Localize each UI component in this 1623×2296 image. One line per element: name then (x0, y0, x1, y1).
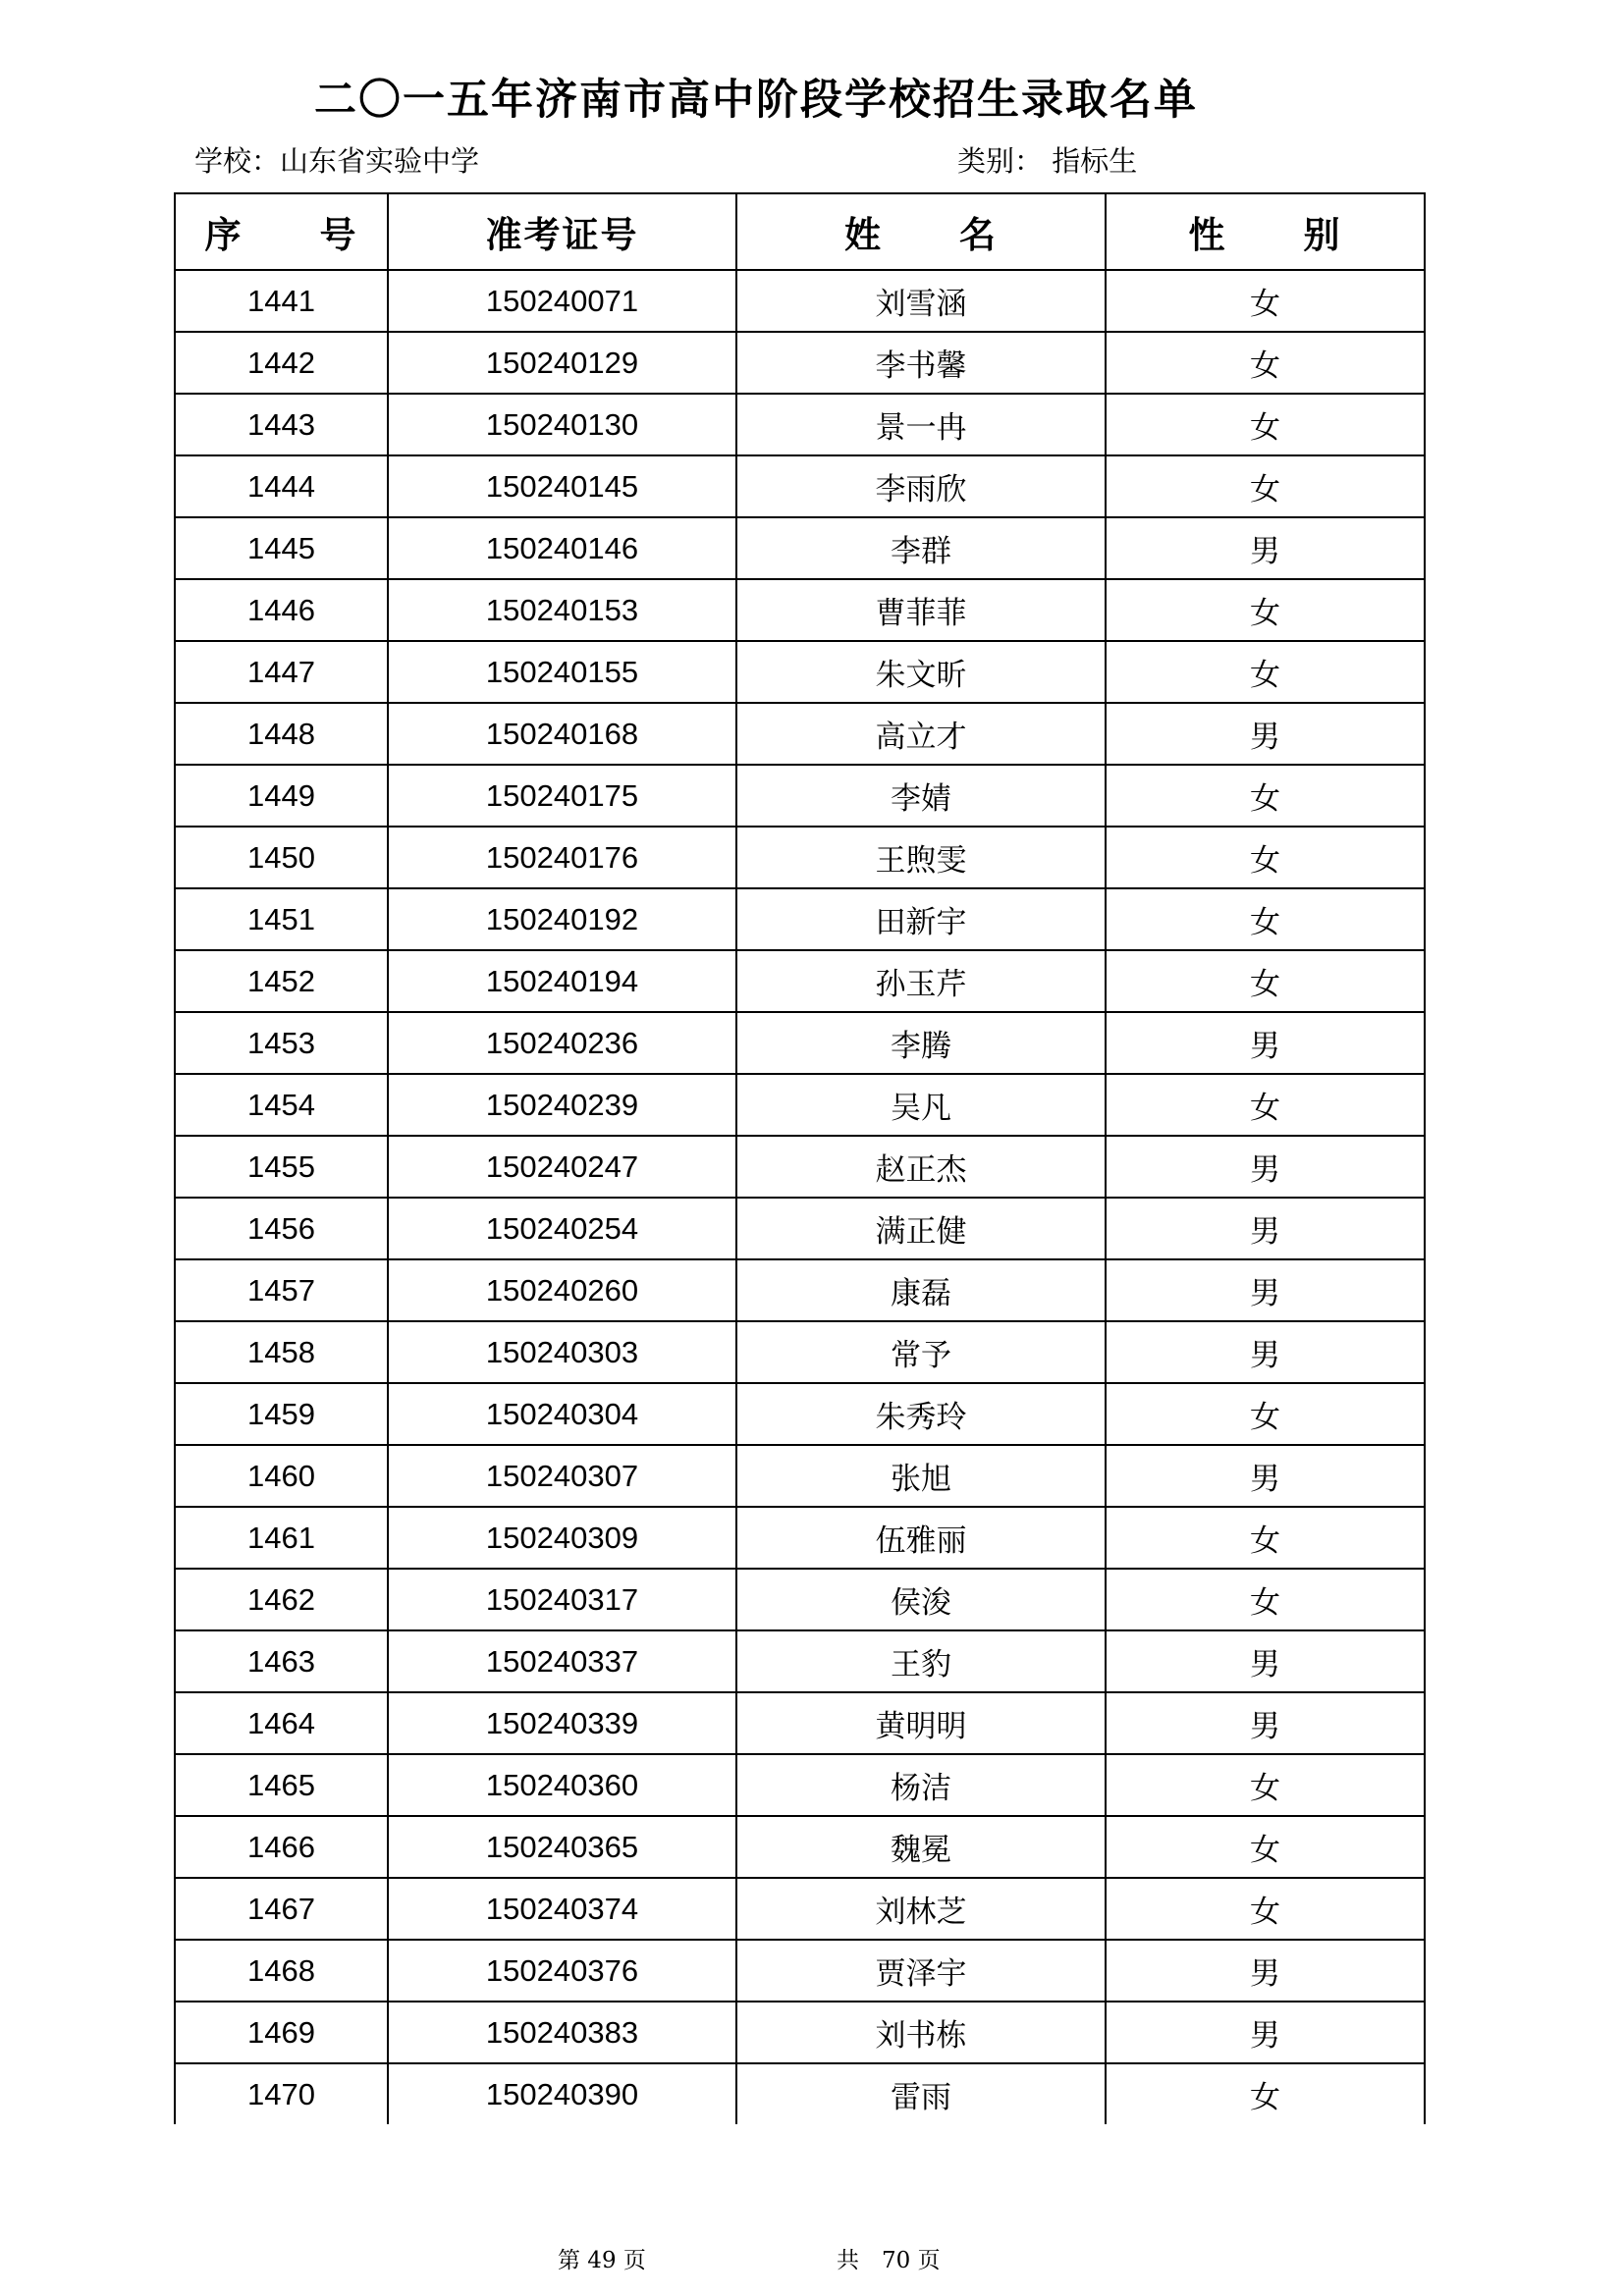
cell-seq: 1457 (175, 1259, 388, 1321)
cell-name: 朱秀玲 (736, 1383, 1106, 1445)
table-row (175, 641, 1425, 703)
table-row (175, 270, 1425, 332)
cell-name: 曹菲菲 (736, 579, 1106, 641)
table-row (175, 950, 1425, 1012)
cell-name: 侯浚 (736, 1569, 1106, 1630)
cell-seq: 1443 (175, 394, 388, 455)
cell-exam-id: 150240155 (388, 641, 736, 703)
admission-table (174, 192, 1426, 2124)
cell-name: 伍雅丽 (736, 1507, 1106, 1569)
cell-name: 杨洁 (736, 1754, 1106, 1816)
cell-seq: 1451 (175, 888, 388, 950)
table-row (175, 1074, 1425, 1136)
cell-name: 张旭 (736, 1445, 1106, 1507)
cell-seq: 1468 (175, 1940, 388, 2002)
cell-exam-id: 150240309 (388, 1507, 736, 1569)
cell-name: 朱文昕 (736, 641, 1106, 703)
table-row (175, 703, 1425, 765)
cell-exam-id: 150240303 (388, 1321, 736, 1383)
cell-gender: 女 (1106, 270, 1425, 332)
cell-gender: 男 (1106, 1198, 1425, 1259)
cell-gender: 男 (1106, 703, 1425, 765)
cell-gender: 男 (1106, 1259, 1425, 1321)
cell-gender: 男 (1106, 517, 1425, 579)
page-total: 共 70 页 (837, 2248, 941, 2273)
cell-exam-id: 150240247 (388, 1136, 736, 1198)
cell-gender: 男 (1106, 2002, 1425, 2063)
cell-gender: 女 (1106, 455, 1425, 517)
table-row (175, 1445, 1425, 1507)
cell-gender: 女 (1106, 2063, 1425, 2124)
table-row (175, 1940, 1425, 2002)
cell-seq: 1462 (175, 1569, 388, 1630)
table-row (175, 1569, 1425, 1630)
cell-gender: 女 (1106, 332, 1425, 394)
cell-gender: 女 (1106, 827, 1425, 888)
table-row (175, 1198, 1425, 1259)
table-row (175, 1754, 1425, 1816)
cell-exam-id: 150240339 (388, 1692, 736, 1754)
cell-exam-id: 150240260 (388, 1259, 736, 1321)
cell-name: 魏冕 (736, 1816, 1106, 1878)
cell-seq: 1452 (175, 950, 388, 1012)
cell-exam-id: 150240360 (388, 1754, 736, 1816)
cell-seq: 1470 (175, 2063, 388, 2124)
cell-name: 李腾 (736, 1012, 1106, 1074)
table-body (175, 270, 1425, 2124)
cell-exam-id: 150240307 (388, 1445, 736, 1507)
cell-gender: 男 (1106, 1940, 1425, 2002)
cell-exam-id: 150240168 (388, 703, 736, 765)
cell-gender: 女 (1106, 579, 1425, 641)
cell-seq: 1454 (175, 1074, 388, 1136)
cell-gender: 男 (1106, 1136, 1425, 1198)
table-row (175, 1321, 1425, 1383)
cell-name: 赵正杰 (736, 1136, 1106, 1198)
cell-name: 李书馨 (736, 332, 1106, 394)
school-label: 学校：山东省实验中学 (194, 144, 480, 178)
cell-seq: 1442 (175, 332, 388, 394)
table-row (175, 1259, 1425, 1321)
cell-gender: 女 (1106, 641, 1425, 703)
cell-name: 刘林芝 (736, 1878, 1106, 1940)
cell-seq: 1446 (175, 579, 388, 641)
table-row (175, 1816, 1425, 1878)
cell-exam-id: 150240239 (388, 1074, 736, 1136)
cell-name: 李雨欣 (736, 455, 1106, 517)
table-row (175, 888, 1425, 950)
cell-seq: 1456 (175, 1198, 388, 1259)
cell-exam-id: 150240390 (388, 2063, 736, 2124)
cell-exam-id: 150240145 (388, 455, 736, 517)
cell-gender: 女 (1106, 1383, 1425, 1445)
cell-name: 景一冉 (736, 394, 1106, 455)
header-seq: 序 号 (175, 193, 388, 270)
cell-gender: 男 (1106, 1445, 1425, 1507)
page-number: 第 49 页 (558, 2248, 646, 2273)
table-row (175, 579, 1425, 641)
cell-seq: 1448 (175, 703, 388, 765)
cell-seq: 1465 (175, 1754, 388, 1816)
cell-name: 黄明明 (736, 1692, 1106, 1754)
cell-seq: 1461 (175, 1507, 388, 1569)
cell-gender: 女 (1106, 765, 1425, 827)
table-header-row (175, 193, 1425, 270)
cell-seq: 1441 (175, 270, 388, 332)
cell-name: 康磊 (736, 1259, 1106, 1321)
cell-exam-id: 150240192 (388, 888, 736, 950)
cell-exam-id: 150240176 (388, 827, 736, 888)
table-row (175, 2002, 1425, 2063)
cell-seq: 1453 (175, 1012, 388, 1074)
cell-gender: 女 (1106, 1507, 1425, 1569)
cell-exam-id: 150240194 (388, 950, 736, 1012)
header-name: 姓 名 (736, 193, 1106, 270)
cell-name: 李群 (736, 517, 1106, 579)
cell-exam-id: 150240071 (388, 270, 736, 332)
table-row (175, 765, 1425, 827)
cell-name: 刘书栋 (736, 2002, 1106, 2063)
cell-gender: 女 (1106, 1074, 1425, 1136)
cell-exam-id: 150240175 (388, 765, 736, 827)
cell-seq: 1458 (175, 1321, 388, 1383)
cell-exam-id: 150240153 (388, 579, 736, 641)
cell-gender: 女 (1106, 1569, 1425, 1630)
cell-seq: 1460 (175, 1445, 388, 1507)
table-row (175, 1012, 1425, 1074)
cell-gender: 男 (1106, 1630, 1425, 1692)
cell-gender: 女 (1106, 1816, 1425, 1878)
header-exam-id: 准考证号 (388, 193, 736, 270)
cell-exam-id: 150240376 (388, 1940, 736, 2002)
table-row (175, 1692, 1425, 1754)
cell-seq: 1445 (175, 517, 388, 579)
table-row (175, 827, 1425, 888)
cell-seq: 1447 (175, 641, 388, 703)
cell-name: 满正健 (736, 1198, 1106, 1259)
table-row (175, 2063, 1425, 2124)
cell-gender: 女 (1106, 1754, 1425, 1816)
cell-exam-id: 150240304 (388, 1383, 736, 1445)
table-row (175, 455, 1425, 517)
cell-exam-id: 150240365 (388, 1816, 736, 1878)
table-row (175, 332, 1425, 394)
cell-exam-id: 150240236 (388, 1012, 736, 1074)
cell-seq: 1459 (175, 1383, 388, 1445)
cell-seq: 1450 (175, 827, 388, 888)
table-row (175, 1878, 1425, 1940)
cell-gender: 女 (1106, 1878, 1425, 1940)
cell-name: 孙玉芹 (736, 950, 1106, 1012)
cell-seq: 1466 (175, 1816, 388, 1878)
cell-seq: 1464 (175, 1692, 388, 1754)
document-title: 二〇一五年济南市高中阶段学校招生录取名单 (314, 76, 1198, 125)
table-row (175, 517, 1425, 579)
cell-name: 贾泽宇 (736, 1940, 1106, 2002)
table-row (175, 394, 1425, 455)
cell-name: 刘雪涵 (736, 270, 1106, 332)
cell-exam-id: 150240374 (388, 1878, 736, 1940)
cell-name: 田新宇 (736, 888, 1106, 950)
cell-exam-id: 150240337 (388, 1630, 736, 1692)
table-row (175, 1507, 1425, 1569)
table-row (175, 1383, 1425, 1445)
cell-gender: 男 (1106, 1321, 1425, 1383)
cell-gender: 女 (1106, 950, 1425, 1012)
cell-name: 王煦雯 (736, 827, 1106, 888)
cell-name: 王豹 (736, 1630, 1106, 1692)
cell-seq: 1444 (175, 455, 388, 517)
cell-seq: 1469 (175, 2002, 388, 2063)
cell-exam-id: 150240383 (388, 2002, 736, 2063)
cell-name: 高立才 (736, 703, 1106, 765)
table-row (175, 1136, 1425, 1198)
cell-exam-id: 150240129 (388, 332, 736, 394)
cell-name: 吴凡 (736, 1074, 1106, 1136)
category-label: 类别： 指标生 (957, 144, 1138, 178)
table-row (175, 1630, 1425, 1692)
cell-gender: 男 (1106, 1012, 1425, 1074)
cell-exam-id: 150240254 (388, 1198, 736, 1259)
cell-name: 常予 (736, 1321, 1106, 1383)
cell-exam-id: 150240317 (388, 1569, 736, 1630)
cell-exam-id: 150240146 (388, 517, 736, 579)
cell-seq: 1455 (175, 1136, 388, 1198)
cell-gender: 女 (1106, 888, 1425, 950)
cell-seq: 1467 (175, 1878, 388, 1940)
cell-seq: 1449 (175, 765, 388, 827)
cell-gender: 女 (1106, 394, 1425, 455)
cell-name: 雷雨 (736, 2063, 1106, 2124)
cell-seq: 1463 (175, 1630, 388, 1692)
cell-exam-id: 150240130 (388, 394, 736, 455)
cell-gender: 男 (1106, 1692, 1425, 1754)
header-gender: 性 别 (1106, 193, 1425, 270)
cell-name: 李婧 (736, 765, 1106, 827)
